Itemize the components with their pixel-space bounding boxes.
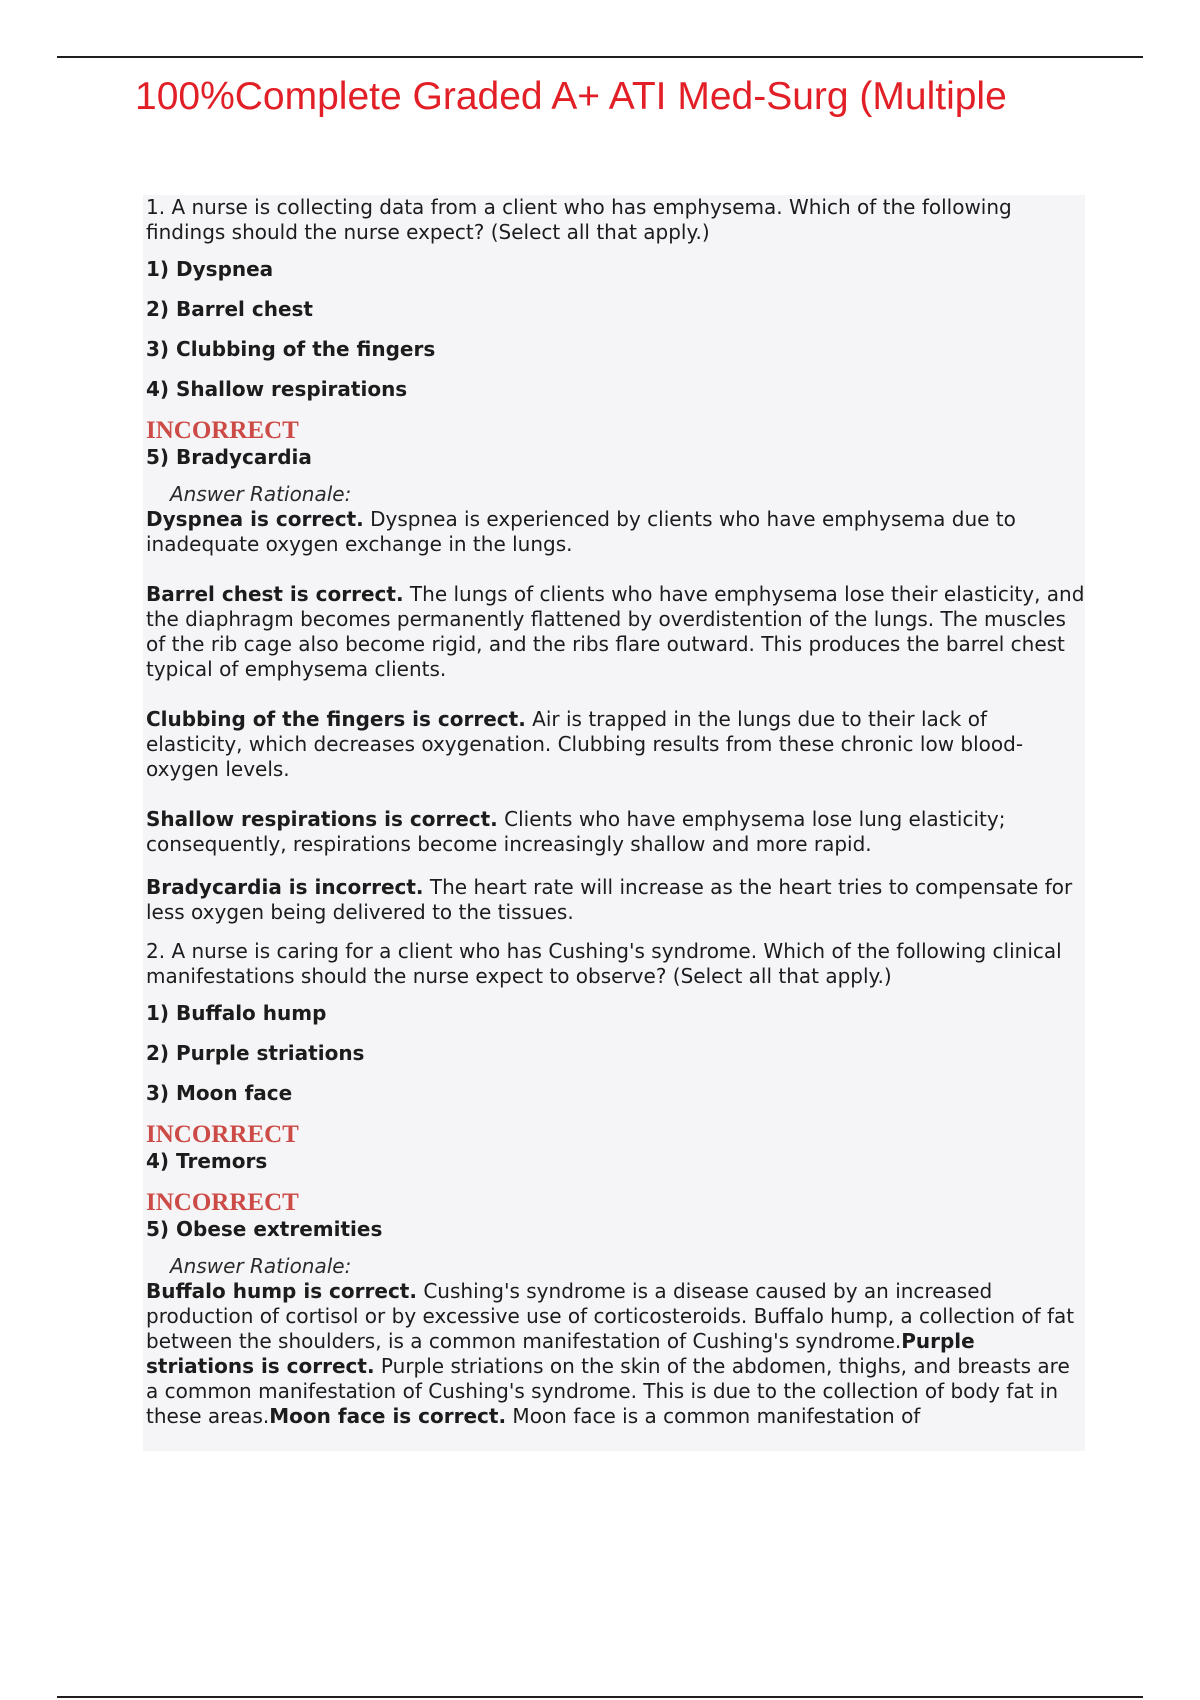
answer-option[interactable]: 2) Purple striations (146, 1041, 365, 1065)
question-prompt (146, 939, 1085, 989)
answer-option-marked (146, 1189, 1085, 1242)
incorrect-marker: INCORRECT (146, 1189, 299, 1216)
answer-option-marked (146, 417, 1085, 470)
rationale-lead: Dyspnea is correct. (146, 507, 364, 531)
answer-option[interactable]: 1) Buffalo hump (146, 1001, 327, 1025)
question-number: 1. (146, 195, 166, 219)
rationale-lead: Bradycardia is incorrect. (146, 875, 424, 899)
rationale-label: Answer Rationale: (170, 482, 352, 506)
incorrect-marker: INCORRECT (146, 417, 299, 444)
top-rule (57, 56, 1143, 58)
question-number: 2. (146, 939, 166, 963)
rationale-text: The heart rate will increase as the heart tries to compensate for less oxygen being delivered to the tissues. (146, 875, 1073, 924)
rationale-paragraph (146, 582, 1085, 682)
question-panel (143, 195, 1085, 1451)
answer-option[interactable]: 4) Shallow respirations (146, 377, 408, 401)
rationale-paragraph (146, 1279, 1085, 1429)
answer-options (146, 257, 1085, 470)
answer-option[interactable]: 1) Dyspnea (146, 257, 274, 281)
rationale-paragraph (146, 875, 1085, 925)
rationale-lead: Purple striations is correct. (146, 1329, 975, 1378)
incorrect-marker: INCORRECT (146, 1121, 299, 1148)
question-2 (146, 939, 1085, 1429)
rationale-label: Answer Rationale: (170, 1254, 352, 1278)
answer-option[interactable]: 5) Obese extremities (146, 1217, 383, 1241)
rationale-text: Dyspnea is experienced by clients who have emphysema due to inadequate oxygen exchange in the lungs. (146, 507, 1016, 556)
answer-options (146, 1001, 1085, 1242)
answer-option[interactable]: 3) Clubbing of the fingers (146, 337, 436, 361)
rationale-text: Air is trapped in the lungs due to their lack of elasticity, which decreases oxygenation. Clubbing results from these chronic low blood-oxygen levels. (146, 707, 1024, 781)
document-title: 100%Complete Graded A+ ATI Med-Surg (Multiple (135, 75, 1007, 118)
rationale-paragraph (146, 807, 1085, 857)
rationale-text: The lungs of clients who have emphysema lose their elasticity, and the diaphragm becomes permanently flattened by overdistention of the lungs. The muscles of the rib cage also become rigid, and the ribs flare outward. This produces the barrel chest typical of emphysema clients. (146, 582, 1085, 681)
question-1 (146, 195, 1085, 925)
answer-option[interactable]: 3) Moon face (146, 1081, 293, 1105)
question-text: A nurse is caring for a client who has Cushing's syndrome. Which of the following clinical manifestations should the nurse expect to observe? (Select all that apply.) (146, 939, 1062, 988)
answer-option[interactable]: 4) Tremors (146, 1149, 268, 1173)
rationale-lead: Buffalo hump is correct. (146, 1279, 417, 1303)
rationale-paragraph (146, 507, 1085, 557)
rationale-lead: Barrel chest is correct. (146, 582, 404, 606)
bottom-rule (57, 1696, 1143, 1698)
rationale-paragraph (146, 707, 1085, 782)
question-prompt (146, 195, 1085, 245)
rationale-lead: Moon face is correct. (269, 1404, 507, 1428)
rationale (146, 507, 1085, 925)
rationale-text: Clients who have emphysema lose lung elasticity; consequently, respirations become increasingly shallow and more rapid. (146, 807, 1006, 856)
answer-option-marked (146, 1121, 1085, 1174)
question-text: A nurse is collecting data from a client who has emphysema. Which of the following findings should the nurse expect? (Select all that apply.) (146, 195, 1012, 244)
rationale-text: Moon face is a common manifestation of (506, 1404, 921, 1428)
answer-option[interactable]: 2) Barrel chest (146, 297, 313, 321)
rationale-text: Purple striations on the skin of the abdomen, thighs, and breasts are a common manifestation of Cushing's syndrome. This is due to the collection of body fat in these areas. (146, 1354, 1070, 1428)
rationale-lead: Shallow respirations is correct. (146, 807, 498, 831)
rationale-lead: Clubbing of the fingers is correct. (146, 707, 526, 731)
answer-option[interactable]: 5) Bradycardia (146, 445, 312, 469)
rationale-text: Cushing's syndrome is a disease caused by an increased production of cortisol or by excessive use of corticosteroids. Buffalo hump, a collection of fat between the shoulders, is a common manifestation of Cushing's syndrome. (146, 1279, 1075, 1353)
